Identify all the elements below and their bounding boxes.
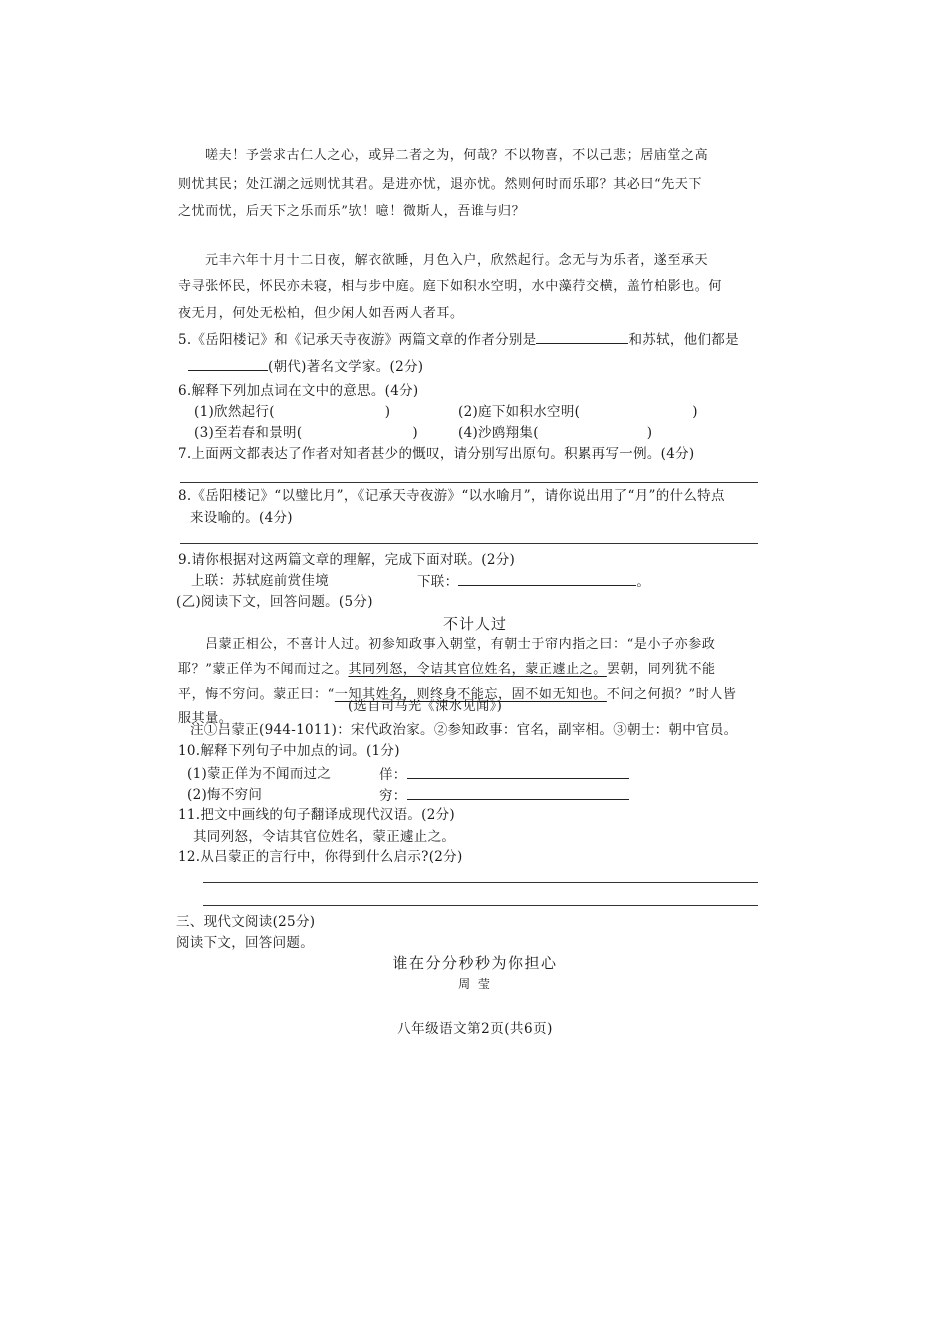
passage3-line-3a: 平，悔不穷问。蒙正曰：“ [178,687,335,702]
q10-key-1-blank[interactable] [407,766,629,779]
passage3-line-1: 吕蒙正相公，不喜计人过。初参知政事入朝堂，有朝士于帘内指之曰：“是小子亦参政 [205,637,716,652]
passage2-line-2: 寺寻张怀民，怀民亦未寝，相与步中庭。庭下如积水空明，水中藻荇交横，盖竹柏影也。何 [178,279,723,294]
q6-item-2-close: ) [692,404,698,420]
article-title: 谁在分分秒秒为你担心 [392,954,558,972]
q6-item-1 [194,404,390,420]
passage2-line-1: 元丰六年十月十二日夜，解衣欲睡，月色入户，欣然起行。念无与为乐者，遂至承天 [205,253,709,268]
passage3-line-3b: 不问之何损？”时人皆 [606,687,737,702]
q5-blank-dynasty[interactable] [188,358,268,371]
q10-item-2: (2)悔不穷问 [187,787,263,803]
part-b-heading: (乙)阅读下文，回答问题。(5分) [176,594,373,610]
q7-answer-line[interactable] [180,482,758,483]
q6-item-2-label: (2)庭下如积水空明( [458,404,581,420]
section-3-instruction: 阅读下文，回答问题。 [176,935,314,951]
passage3-source: (选自司马光《涑水见闻》) [348,699,503,714]
page-footer: 八年级语文第2页(共6页) [397,1021,553,1037]
q5-text-a: 5.《岳阳楼记》和《记承天寺夜游》两篇文章的作者分别是 [178,332,537,348]
passage3-line-2a: 耶？”蒙正佯为不闻而过之。 [178,662,349,677]
passage3-line-2b: 罢朝，同列犹不能 [606,662,716,677]
passage1-line-3: 之忧而忧，后天下之乐而乐”欤！噫！微斯人，吾谁与归？ [178,204,526,219]
passage3-underlined-sentence-1: 其同列怒，令诘其官位姓名，蒙正遽止之。 [348,662,607,677]
q6-item-2 [458,404,698,420]
q9-lower-label: 下联： [417,574,459,590]
question-7: 7.上面两文都表达了作者对知者甚少的慨叹，请分别写出原句。积累再写一例。(4分) [178,446,695,462]
q10-item-2-key [379,787,629,804]
question-6-title: 6.解释下列加点词在文中的意思。(4分) [178,383,419,399]
question-10-title: 10.解释下列句子中加点的词。(1分) [178,743,400,759]
q5-text-b: 和苏轼，他们都是 [628,332,739,348]
q6-item-4-label: (4)沙鸥翔集( [458,425,539,441]
q9-upper-couplet: 上联：苏轼庭前赏佳境 [191,573,329,589]
q6-item-4-close: ) [646,425,653,441]
q12-answer-line-1[interactable] [203,882,758,883]
question-12-title: 12.从吕蒙正的言行中，你得到什么启示?(2分) [178,849,463,865]
q11-sentence: 其同列怒，令诘其官位姓名，蒙正遽止之。 [193,829,456,845]
q10-key-2-label: 穷： [379,788,407,804]
question-11-title: 11.把文中画线的句子翻译成现代汉语。(2分) [178,807,455,823]
q6-item-4 [458,425,652,441]
passage2-line-3: 夜无月，何处无松柏，但少闲人如吾两人者耳。 [178,306,464,321]
q6-item-1-close: ) [384,404,391,420]
q5-text-c: (朝代)著名文学家。(2分) [268,359,424,375]
q10-item-1: (1)蒙正佯为不闻而过之 [187,766,332,782]
q10-key-2-blank[interactable] [407,787,629,800]
q10-item-1-key [379,766,629,783]
q8-answer-line[interactable] [180,543,758,544]
q10-key-1-label: 佯： [379,767,407,783]
q5-blank-author[interactable] [536,331,628,344]
q6-item-3-label: (3)至若春和景明( [194,425,303,441]
passage1-line-2: 则忧其民；处江湖之远则忧其君。是进亦忧，退亦忧。然则何时而乐耶？其必曰“先天下 [178,177,703,192]
passage3-underlined-sentence-2: 一知其姓名，则终身不能忘，固不如无知也。 [334,687,607,702]
q12-answer-line-2[interactable] [203,905,758,906]
passage3-line-4: 服其量。 [178,711,233,726]
q9-lower-end: 。 [636,574,651,590]
q9-lower-blank[interactable] [458,573,636,586]
q9-lower-couplet [417,573,650,590]
q6-item-1-label: (1)欣然起行( [194,404,275,420]
passage1-line-1: 嗟夫！予尝求古仁人之心，或异二者之为，何哉？不以物喜，不以己悲；居庙堂之高 [205,148,709,163]
question-5 [178,331,739,348]
passage3-line-2 [178,662,716,678]
question-8-line-2: 来设喻的。(4分) [190,510,293,526]
question-5-cont [188,358,423,375]
q6-item-3 [194,425,418,441]
question-9-title: 9.请你根据对这两篇文章的理解，完成下面对联。(2分) [178,552,516,568]
section-3-heading: 三、现代文阅读(25分) [176,914,316,930]
q6-item-3-close: ) [412,425,418,441]
question-8-line-1: 8.《岳阳楼记》“以璧比月”，《记承天寺夜游》“以水喻月”，请你说出用了“月”的什么特点 [178,488,725,504]
passage-b-title: 不计人过 [442,615,507,633]
article-author: 周 莹 [458,977,492,991]
annotation-note: 注①吕蒙正(944-1011)：宋代政治家。②参知政事：官名，副宰相。③朝士：朝中官员。 [190,722,738,738]
